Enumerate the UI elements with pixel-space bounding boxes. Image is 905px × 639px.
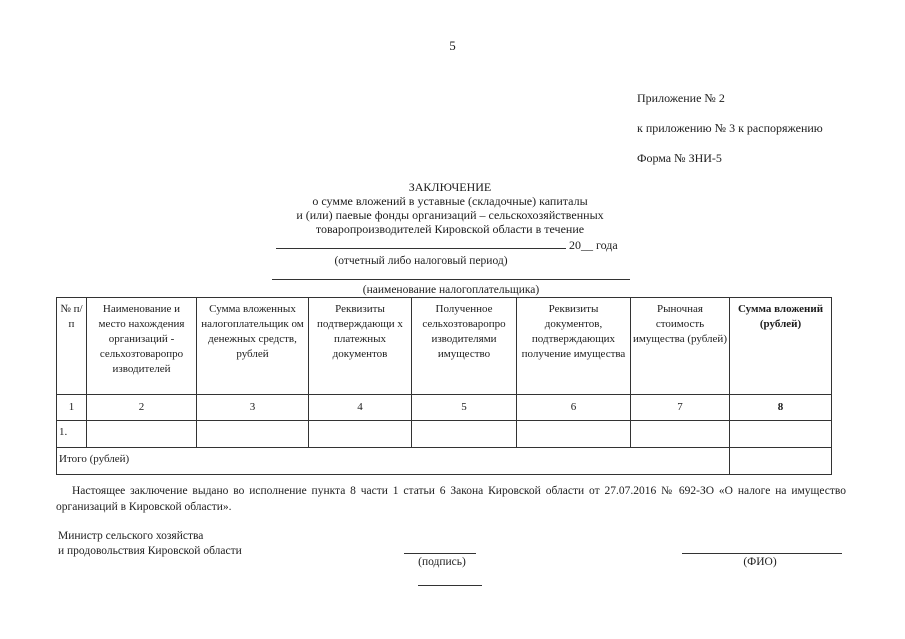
header-cell: Реквизиты документов, подтверждающих получение имущества: [517, 298, 631, 395]
form-number: Форма № ЗНИ-5: [637, 151, 722, 165]
period-blank-line: [276, 238, 566, 249]
column-number: 2: [87, 395, 197, 421]
year-suffix: 20__ года: [569, 238, 618, 252]
period-field: [276, 238, 676, 253]
table-header-row: [57, 298, 832, 395]
table-cell[interactable]: [309, 421, 412, 448]
appendix-label: Приложение № 2: [637, 91, 725, 105]
title-line-3: товаропроизводителей Кировской области в течение: [315, 222, 585, 236]
investments-table: [56, 297, 832, 475]
row-number: 1.: [57, 421, 87, 448]
column-number: 8: [730, 395, 832, 421]
column-number: 1: [57, 395, 87, 421]
table-cell[interactable]: [197, 421, 309, 448]
table-cell[interactable]: [412, 421, 517, 448]
fio-line: [682, 553, 842, 554]
table-cell[interactable]: [517, 421, 631, 448]
page-number: 5: [449, 38, 456, 53]
signer-line-2: и продовольствия Кировской области: [58, 545, 242, 557]
signer-line-1: Министр сельского хозяйства: [58, 530, 204, 542]
column-number: 4: [309, 395, 412, 421]
header-cell: Реквизиты подтверждающи х платежных документов: [309, 298, 412, 395]
document-title: [240, 180, 660, 236]
table-cell[interactable]: [631, 421, 730, 448]
table-row: [57, 421, 832, 448]
legal-basis-text: Настоящее заключение выдано во исполнение пункта 8 части 1 статьи 6 Закона Кировской области от 27.07.2016 № 692-ЗО «О налоге на имущество организаций в Кировской области».: [56, 485, 846, 513]
period-caption: (отчетный либо налоговый период): [334, 255, 508, 267]
legal-basis-paragraph: [56, 483, 846, 515]
column-number: 6: [517, 395, 631, 421]
table-cell[interactable]: [87, 421, 197, 448]
appendix-reference: к приложению № 3 к распоряжению: [637, 121, 823, 135]
table-cell[interactable]: [730, 421, 832, 448]
taxpayer-caption: (наименование налогоплательщика): [362, 284, 540, 296]
signature-caption: (подпись): [418, 556, 466, 568]
total-label: Итого (рублей): [57, 448, 730, 475]
signature-line: [404, 553, 476, 554]
column-number: 5: [412, 395, 517, 421]
total-value-cell[interactable]: [730, 448, 832, 475]
header-cell: Полученное сельхозтоваропро изводителями имущество: [412, 298, 517, 395]
title-line-1: о сумме вложений в уставные (складочные) капиталы: [312, 194, 588, 208]
column-number: 3: [197, 395, 309, 421]
column-number-row: [57, 395, 832, 421]
title-line-2: и (или) паевые фонды организаций – сельскохозяйственных: [296, 208, 604, 222]
taxpayer-blank-line: [272, 279, 630, 280]
signer-block: [58, 529, 242, 559]
header-cell: Рыночная стоимость имущества (рублей): [631, 298, 730, 395]
header-cell: Сумма вложений (рублей): [730, 298, 832, 395]
header-cell: Сумма вложенных налогоплательщик ом денежных средств, рублей: [197, 298, 309, 395]
total-row: [57, 448, 832, 475]
stamp-line: [418, 585, 482, 586]
title-heading: ЗАКЛЮЧЕНИЕ: [408, 180, 492, 194]
column-number: 7: [631, 395, 730, 421]
header-cell: № п/п: [57, 298, 87, 395]
header-cell: Наименование и место нахождения организаций - сельхозтоваропро изводителей: [87, 298, 197, 395]
fio-caption: (ФИО): [743, 556, 777, 568]
